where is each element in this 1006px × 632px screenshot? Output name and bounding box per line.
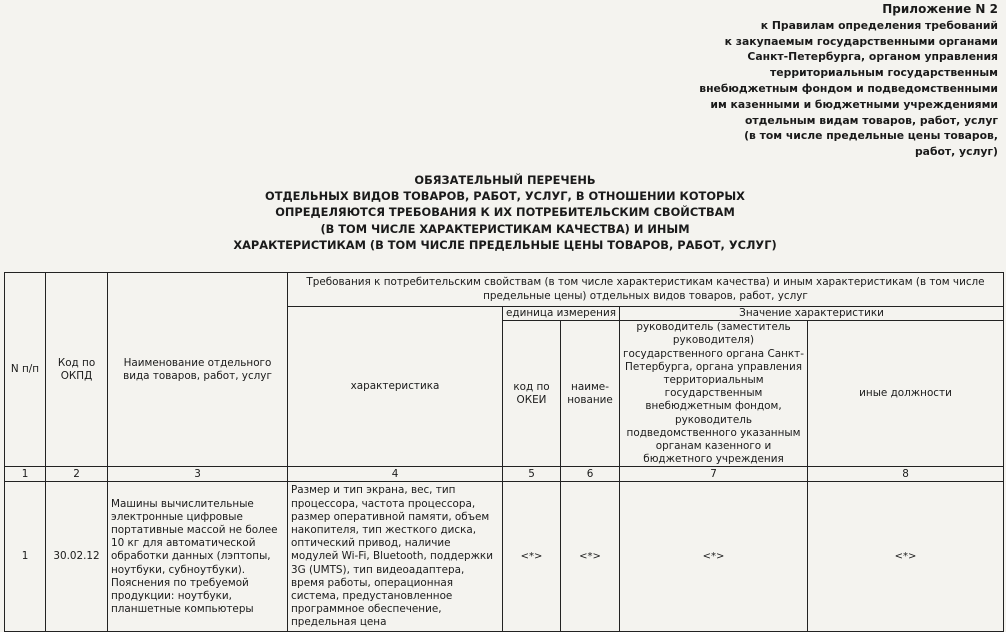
document-title bbox=[200, 172, 810, 253]
header-requirements: Требования к потребительским свойствам (в том числе характеристикам качества) и иным характеристикам (в том числе предельные цены) отдельных видов товаров, работ, услуг bbox=[288, 273, 1004, 307]
header-okpd: Код по ОКПД bbox=[46, 273, 108, 467]
title-line: ОТДЕЛЬНЫХ ВИДОВ ТОВАРОВ, РАБОТ, УСЛУГ, В ОТНОШЕНИИ КОТОРЫХ bbox=[265, 189, 745, 204]
appendix-line: отдельным видам товаров, работ, услуг bbox=[745, 113, 998, 127]
header-unit-group: единица измерения bbox=[503, 307, 620, 321]
appendix-header bbox=[698, 2, 998, 160]
row-unit-name: <*> bbox=[561, 482, 620, 632]
col-number: 5 bbox=[503, 467, 561, 482]
title-line: ОБЯЗАТЕЛЬНЫЙ ПЕРЕЧЕНЬ bbox=[414, 173, 596, 187]
col-number: 4 bbox=[288, 467, 503, 482]
col-number: 6 bbox=[561, 467, 620, 482]
column-numbers-row bbox=[5, 467, 1004, 482]
row-name: Машины вычислительные электронные цифровые портативные массой не более 10 кг для автоматической обработки данных (лэптопы, ноутбуки, субноутбуки). Пояснения по требуемой продукции: ноутбуки, планшетные компьютеры bbox=[108, 482, 288, 632]
col-number: 7 bbox=[620, 467, 808, 482]
row-okpd: 30.02.12 bbox=[46, 482, 108, 632]
requirements-table bbox=[4, 272, 1004, 632]
title-line: ХАРАКТЕРИСТИКАМ (В ТОМ ЧИСЛЕ ПРЕДЕЛЬНЫЕ ЦЕНЫ ТОВАРОВ, РАБОТ, УСЛУГ) bbox=[233, 237, 777, 252]
row-characteristic: Размер и тип экрана, вес, тип процессора, частота процессора, размер оперативной памяти, объем накопителя, тип жесткого диска, оптический привод, наличие модулей Wi-Fi, Bluetooth, поддержки 3G (UMTS), тип видеоадаптера, время работы, операционная система, предустановленное программное обеспечение, предельная цена bbox=[288, 482, 503, 632]
title-line: (В ТОМ ЧИСЛЕ ХАРАКТЕРИСТИКАМ КАЧЕСТВА) И ИНЫМ bbox=[320, 221, 690, 236]
appendix-number: Приложение N 2 bbox=[882, 2, 998, 16]
header-okei: код по ОКЕИ bbox=[503, 321, 561, 467]
appendix-line: (в том числе предельные цены товаров, bbox=[744, 129, 998, 143]
col-number: 2 bbox=[46, 467, 108, 482]
header-value-group: Значение характеристики bbox=[620, 307, 1004, 321]
header-head: руководитель (заместитель руководителя) государственного органа Санкт-Петербурга, органа управления территориальным государственным внебюджетным фондом, руководитель подведомственного указанным органам казенного и бюджетного учреждения bbox=[620, 321, 808, 467]
header-num: N п/п bbox=[5, 273, 46, 467]
table-row bbox=[5, 482, 1004, 632]
appendix-line: им казенными и бюджетными учреждениями bbox=[710, 97, 998, 111]
appendix-line: работ, услуг) bbox=[914, 145, 998, 159]
header-characteristic: характеристика bbox=[288, 307, 503, 467]
title-line: ОПРЕДЕЛЯЮТСЯ ТРЕБОВАНИЯ К ИХ ПОТРЕБИТЕЛЬСКИМ СВОЙСТВАМ bbox=[275, 205, 735, 220]
row-head: <*> bbox=[620, 482, 808, 632]
header-unit-name: наиме-нование bbox=[561, 321, 620, 467]
row-num: 1 bbox=[5, 482, 46, 632]
appendix-line: внебюджетным фондом и подведомственными bbox=[699, 81, 998, 95]
col-number: 8 bbox=[808, 467, 1004, 482]
row-other: <*> bbox=[808, 482, 1004, 632]
appendix-line: территориальным государственным bbox=[770, 66, 998, 80]
appendix-line: к Правилам определения требований bbox=[760, 18, 998, 32]
header-name: Наименование отдельного вида товаров, работ, услуг bbox=[108, 273, 288, 467]
appendix-line: Санкт-Петербурга, органом управления bbox=[747, 50, 998, 64]
row-okei: <*> bbox=[503, 482, 561, 632]
col-number: 1 bbox=[5, 467, 46, 482]
col-number: 3 bbox=[108, 467, 288, 482]
header-other: иные должности bbox=[808, 321, 1004, 467]
appendix-line: к закупаемым государственными органами bbox=[724, 34, 998, 48]
